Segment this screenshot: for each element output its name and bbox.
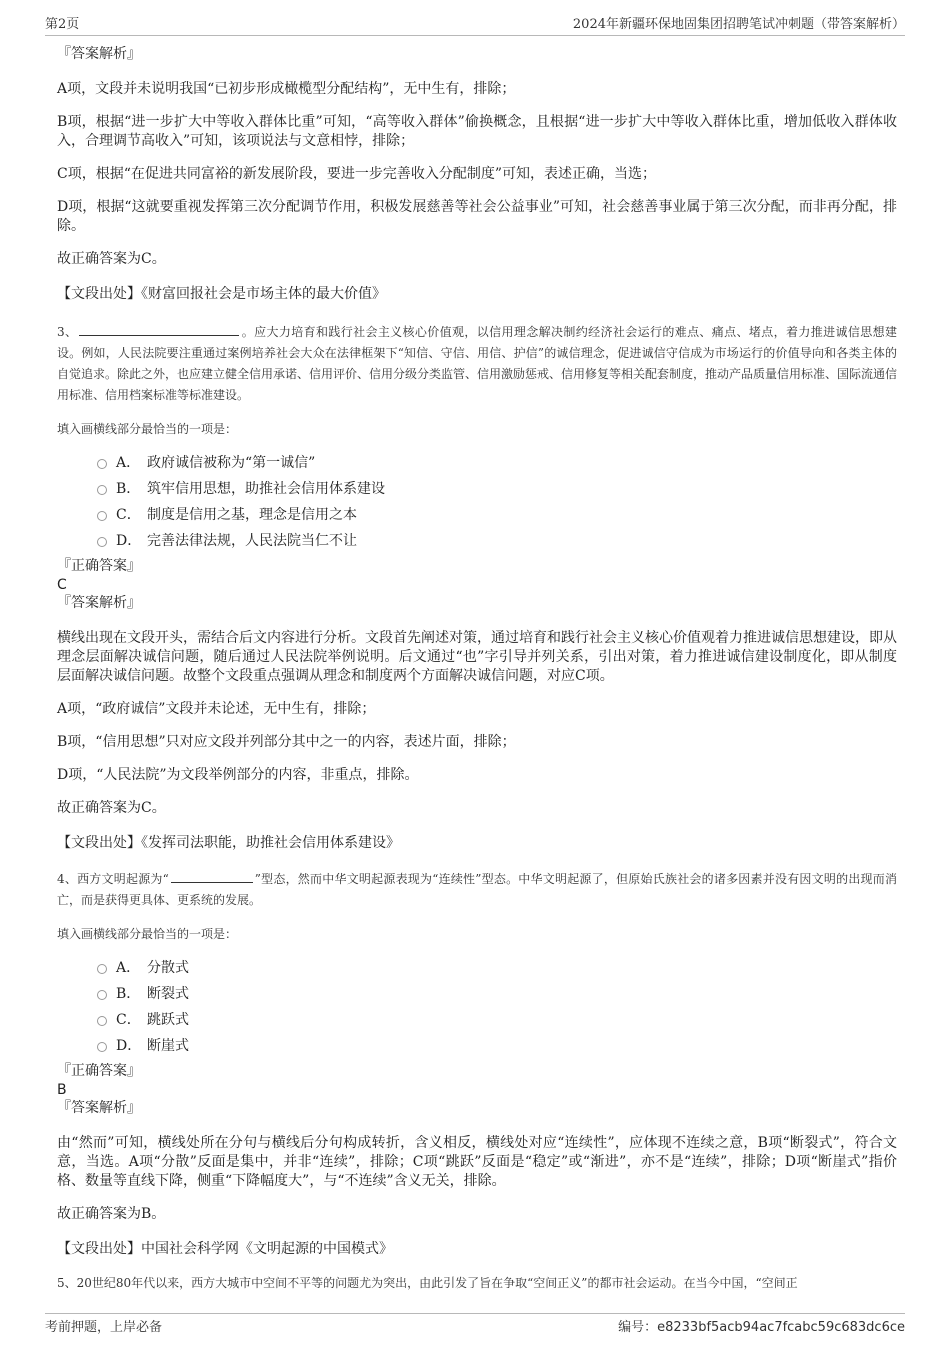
question-4-options	[57, 954, 897, 1058]
analysis-item: A项，“政府诚信”文段并未论述，无中生有，排除；	[57, 701, 376, 717]
question-3-stem	[57, 322, 897, 406]
analysis-item: B项，根据“进一步扩大中等收入群体比重”可知，“高等收入群体”偷换概念，且根据“进一步扩大中等收入群体比重，增加低收入群体收入，合理调节高收入”可知，该项说法与文意相悖，排除；	[57, 114, 897, 149]
radio-icon[interactable]	[97, 537, 107, 547]
question-number: 4、西方文明起源为“	[57, 872, 169, 886]
page-footer	[45, 1313, 905, 1336]
conclusion: 故正确答案为B。	[57, 1206, 166, 1222]
source-citation: 【文段出处】《发挥司法职能，助推社会信用体系建设》	[57, 835, 400, 851]
option-d[interactable]: D． 断崖式	[97, 1032, 897, 1058]
analysis-item: B项，“信用思想”只对应文段并列部分其中之一的内容，表述片面，排除；	[57, 734, 516, 750]
analysis-item: 横线出现在文段开头，需结合后文内容进行分析。文段首先阐述对策，通过培育和践行社会主义核心价值观着力推进诚信思想建设，即从理念层面解决诚信问题，随后通过人民法院举例说明。后文通过“也”字引导并列关系，引出对策，着力推进诚信建设制度化，即从制度层面解决诚信问题。故整个文段重点强调从理念和制度两个方面解决诚信问题，对应C项。	[57, 630, 897, 684]
analysis-label: 『答案解析』	[57, 595, 141, 611]
question-4-stem	[57, 869, 897, 911]
radio-icon[interactable]	[97, 990, 107, 1000]
analysis-label: 『答案解析』	[57, 46, 141, 62]
answer-label: 『正确答案』	[57, 1063, 141, 1079]
radio-icon[interactable]	[97, 485, 107, 495]
document-title: 2024年新疆环保地固集团招聘笔试冲刺题（带答案解析）	[572, 17, 905, 32]
page-number: 第2页	[45, 17, 80, 32]
correct-answer: B	[57, 1082, 67, 1098]
question-5-stem: 5、20世纪80年代以来，西方大城市中空间不平等的问题尤为突出，由此引发了旨在争取“空间正义”的都市社会运动。在当今中国，“空间正	[57, 1276, 798, 1290]
answer-blank	[171, 870, 253, 883]
question-text: 。应大力培育和践行社会主义核心价值观，以信用理念解决制约经济社会运行的难点、痛点、堵点，着力推进诚信思想建设。例如，人民法院要注重通过案例培养社会大众在法律框架下“知信、守信、用信、护信”的诚信理念，促进诚信守信成为市场运行的价值导向和各类主体的自觉追求。除此之外，也应建立健全信用承诺、信用评价、信用分级分类监管、信用激励惩戒、信用修复等相关配套制度，推动产品质量信用标准、国际流通信用标准、信用档案标准等标准建设。	[57, 325, 898, 402]
answer-blank	[79, 323, 239, 336]
radio-icon[interactable]	[97, 1016, 107, 1026]
conclusion: 故正确答案为C。	[57, 800, 166, 816]
question-prompt: 填入画横线部分最恰当的一项是：	[57, 422, 238, 436]
question-3-options	[57, 449, 897, 553]
question-number: 3、	[57, 325, 78, 339]
analysis-item: A项，文段并未说明我国“已初步形成橄榄型分配结构”，无中生有，排除；	[57, 81, 516, 97]
option-c[interactable]: C． 跳跃式	[97, 1006, 897, 1032]
option-a[interactable]: A． 政府诚信被称为“第一诚信”	[97, 449, 897, 475]
radio-icon[interactable]	[97, 1042, 107, 1052]
source-citation: 【文段出处】《财富回报社会是市场主体的最大价值》	[57, 286, 386, 302]
question-text: ”型态，然而中华文明起源表现为“连续性”型态。中华文明起源了，但原始氏族社会的诸多因素并没有因文明的出现而消亡，而是获得更具体、更系统的发展。	[57, 872, 897, 907]
analysis-item: 由“然而”可知，横线处所在分句与横线后分句构成转折，含义相反，横线处对应“连续性”，应体现不连续之意，B项“断裂式”，符合文意，当选。A项“分散”反面是集中，并非“连续”，排除；C项“跳跃”反面是“稳定”或“渐进”，亦不是“连续”，排除；D项“断崖式”指价格、数量等直线下降，侧重“下降幅度大”，与“不连续”含义无关，排除。	[57, 1135, 897, 1189]
answer-label: 『正确答案』	[57, 558, 141, 574]
option-c[interactable]: C． 制度是信用之基，理念是信用之本	[97, 501, 897, 527]
analysis-item: D项，根据“这就要重视发挥第三次分配调节作用，积极发展慈善等社会公益事业”可知，社会慈善事业属于第三次分配，而非再分配，排除。	[57, 199, 897, 234]
footer-slogan: 考前押题，上岸必备	[45, 1319, 163, 1335]
option-a[interactable]: A． 分散式	[97, 954, 897, 980]
radio-icon[interactable]	[97, 459, 107, 469]
analysis-item: C项，根据“在促进共同富裕的新发展阶段，要进一步完善收入分配制度”可知，表述正确，当选；	[57, 166, 657, 182]
correct-answer: C	[57, 577, 67, 593]
analysis-item: D项，“人民法院”为文段举例部分的内容，非重点，排除。	[57, 767, 419, 783]
radio-icon[interactable]	[97, 964, 107, 974]
source-citation: 【文段出处】中国社会科学网《文明起源的中国模式》	[57, 1241, 393, 1257]
analysis-label: 『答案解析』	[57, 1100, 141, 1116]
main-content	[57, 45, 897, 1294]
option-b[interactable]: B． 筑牢信用思想，助推社会信用体系建设	[97, 475, 897, 501]
option-d[interactable]: D． 完善法律法规，人民法院当仁不让	[97, 527, 897, 553]
radio-icon[interactable]	[97, 511, 107, 521]
option-b[interactable]: B． 断裂式	[97, 980, 897, 1006]
conclusion: 故正确答案为C。	[57, 251, 166, 267]
document-code: 编号：e8233bf5acb94ac7fcabc59c683dc6ce	[618, 1319, 905, 1335]
question-prompt: 填入画横线部分最恰当的一项是：	[57, 927, 238, 941]
page-header	[45, 10, 905, 36]
